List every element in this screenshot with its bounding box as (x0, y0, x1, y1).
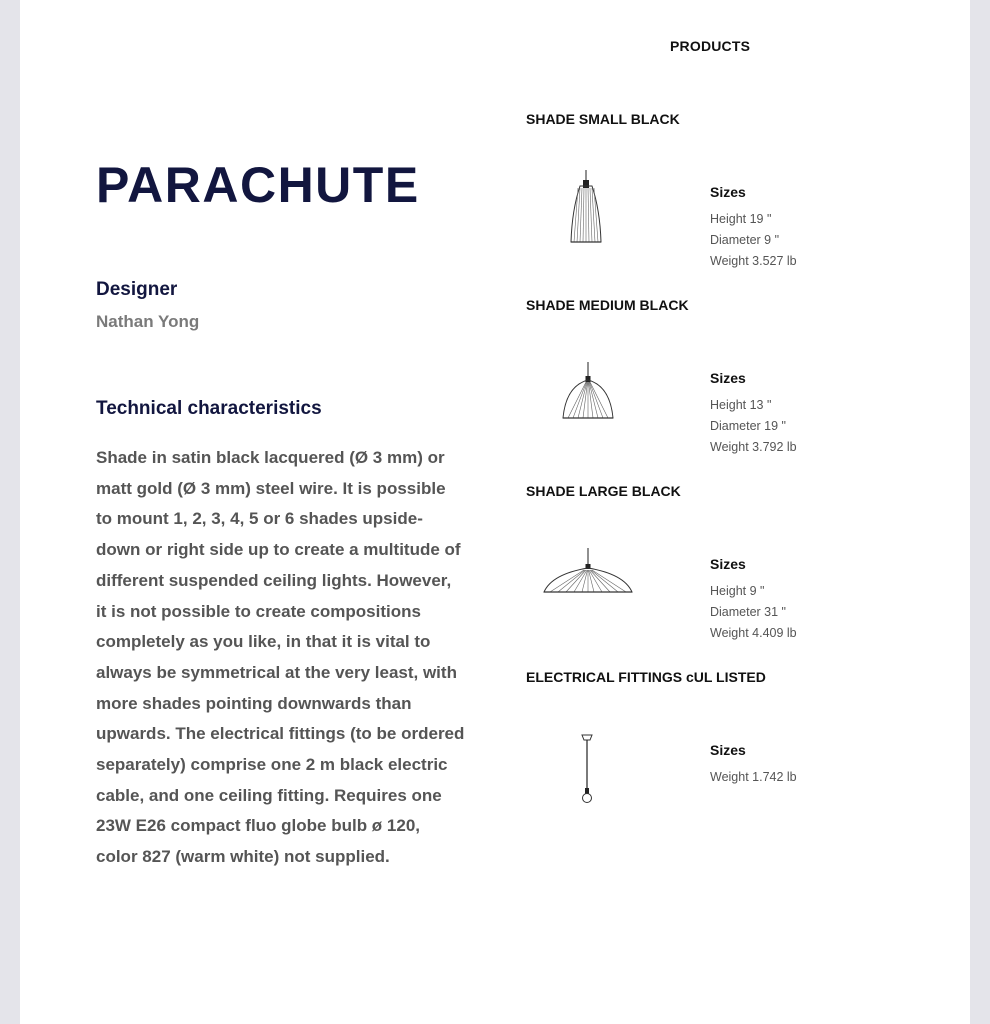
spec-weight-electrical-fittings: Weight 1.742 lb (710, 770, 797, 784)
small-shade-icon (566, 170, 606, 248)
spec-weight-medium-shade: Weight 3.792 lb (710, 440, 797, 454)
spec-diameter-medium-shade: Diameter 19 " (710, 419, 786, 433)
sizes-title-large-shade: Sizes (710, 556, 746, 572)
product-name-electrical-fittings: ELECTRICAL FITTINGS cUL LISTED (526, 669, 766, 685)
spec-height-small-shade: Height 19 " (710, 212, 772, 226)
product-name-large-shade: SHADE LARGE BLACK (526, 483, 681, 499)
document-page (20, 0, 970, 1024)
spec-diameter-small-shade: Diameter 9 " (710, 233, 780, 247)
spec-height-medium-shade: Height 13 " (710, 398, 772, 412)
medium-shade-icon (560, 362, 616, 422)
product-name-medium-shade: SHADE MEDIUM BLACK (526, 297, 689, 313)
designer-label: Designer (96, 279, 178, 300)
technical-description: Shade in satin black lacquered (Ø 3 mm) or matt gold (Ø 3 mm) steel wire. It is possible to mount 1, 2, 3, 4, 5 or 6 shades upside-down or right side up to create a multitude of different suspended ceiling lights. However, it is not possible to create compositions completely as you like, in that it is vital to always be symmetrical at the very least, with more shades pointing downwards than upwards. The electrical fittings (to be ordered separately) comprise one 2 m black electric cable, and one ceiling fitting. Requires one 23W E26 compact fluo globe bulb ø 120, color 827 (warm white) not supplied. (96, 448, 465, 867)
designer-name: Nathan Yong (96, 312, 200, 331)
spec-height-large-shade: Height 9 " (710, 584, 765, 598)
products-heading: PRODUCTS (670, 38, 751, 54)
page-title: PARACHUTE (96, 157, 420, 213)
product-name-small-shade: SHADE SMALL BLACK (526, 111, 680, 127)
spec-weight-large-shade: Weight 4.409 lb (710, 626, 797, 640)
electrical-fitting-icon (578, 732, 596, 806)
large-shade-icon (542, 548, 634, 598)
technical-characteristics-label: Technical characteristics (96, 398, 322, 419)
sizes-title-electrical-fittings: Sizes (710, 742, 746, 758)
spec-diameter-large-shade: Diameter 31 " (710, 605, 786, 619)
spec-weight-small-shade: Weight 3.527 lb (710, 254, 797, 268)
sizes-title-medium-shade: Sizes (710, 370, 746, 386)
sizes-title-small-shade: Sizes (710, 184, 746, 200)
